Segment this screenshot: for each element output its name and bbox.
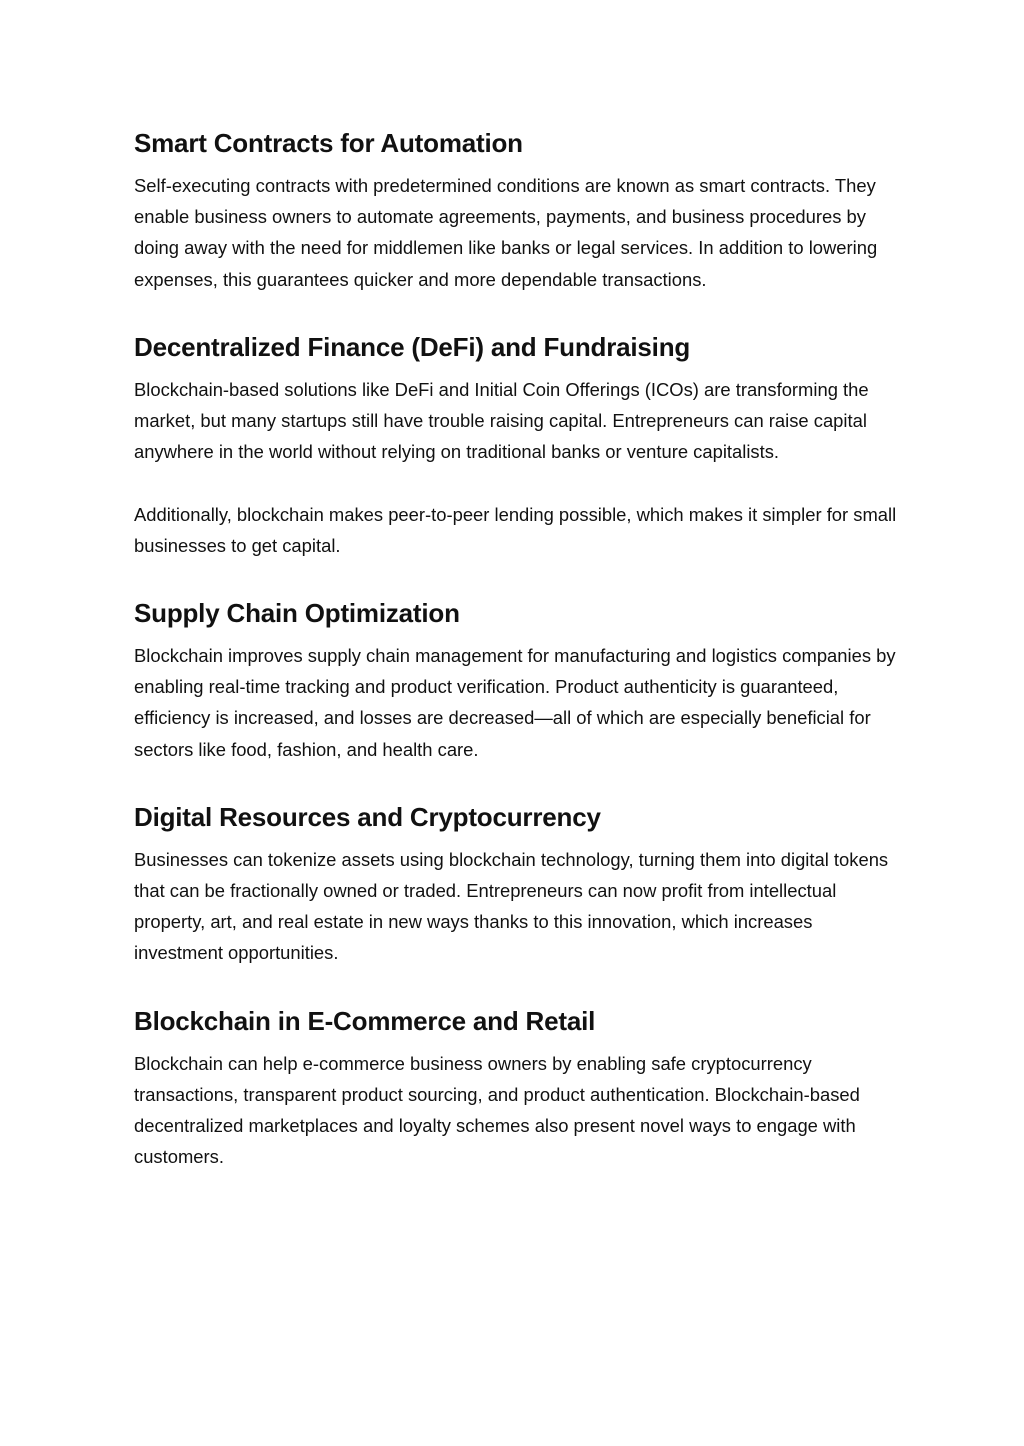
section-heading: Digital Resources and Cryptocurrency <box>134 801 601 832</box>
section-smart-contracts <box>134 124 904 295</box>
section-heading: Supply Chain Optimization <box>134 598 460 629</box>
section-heading: Blockchain in E-Commerce and Retail <box>134 1005 596 1036</box>
section-defi-fundraising <box>134 328 904 561</box>
section-paragraph: Additionally, blockchain makes peer-to-peer lending possible, which makes it simpler for small businesses to get capital. <box>134 503 897 556</box>
document-page <box>134 124 904 1205</box>
section-supply-chain <box>134 594 904 765</box>
section-paragraph: Blockchain can help e-commerce business owners by enabling safe cryptocurrency transactions, transparent product sourcing, and product authentication. Blockchain-based decentralized marketplaces and loyalty schemes also present novel ways to engage with customers. <box>134 1052 860 1168</box>
section-paragraph: Blockchain-based solutions like DeFi and Initial Coin Offerings (ICOs) are transforming the market, but many startups still have trouble raising capital. Entrepreneurs can raise capital anywhere in the world without relying on traditional banks or venture capitalists. <box>134 378 869 463</box>
section-heading: Smart Contracts for Automation <box>134 128 523 158</box>
section-paragraph: Self-executing contracts with predetermined conditions are known as smart contracts. They enable business owners to automate agreements, payments, and business procedures by doing away with the need for middlemen like banks or legal services. In addition to lowering expenses, this guarantees quicker and more dependable transactions. <box>134 175 878 290</box>
section-digital-resources <box>134 798 904 969</box>
section-ecommerce-retail <box>134 1002 904 1173</box>
section-paragraph: Businesses can tokenize assets using blockchain technology, turning them into digital tokens that can be fractionally owned or traded. Entrepreneurs can now profit from intellectual property, art, and real estate in new ways thanks to this innovation, which increases investment opportunities. <box>134 848 889 964</box>
section-heading: Decentralized Finance (DeFi) and Fundraising <box>134 331 691 362</box>
section-paragraph: Blockchain improves supply chain management for manufacturing and logistics companies by enabling real-time tracking and product verification. Product authenticity is guaranteed, efficiency is increased, and losses are decreased—all of which are especially beneficial for sectors like food, fashion, and health care. <box>134 645 896 760</box>
